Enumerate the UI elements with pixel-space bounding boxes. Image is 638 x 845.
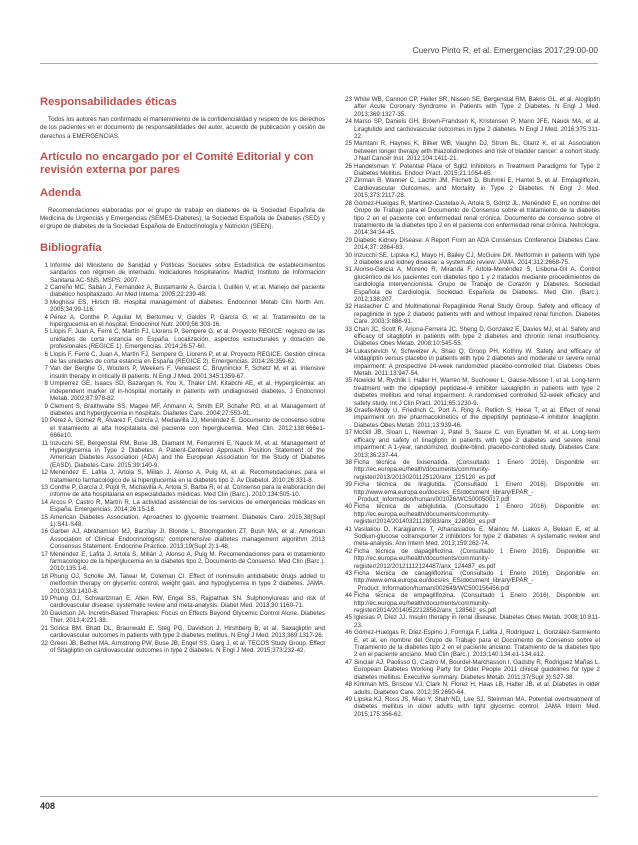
- reference-text: Informe del Ministerio de Sanidad y Políticas Sociales sobre Estadística de establecimientos sanitarios con régimen de internado. Indicadores hospitalarios. Madrid; Instituto de Información Sanitaria AC-SNS. MSPS; 2007.: [50, 261, 325, 284]
- reference-text: Zinman B, Wanner C, Lachin JM, Fitchett D, Bluhmki E, Hantel S, et al. Empagliflozin, Cardiovascular Outcomes, and Mortality in Type 2 Diabetes. N Engl J Med. 2015;373:2117-28.: [354, 177, 600, 200]
- reference-item: [342, 348, 600, 378]
- reference-text: Arcos P, Castro R, Martín R. La actividad asistencial de los servicios de emergencias médicas en España. Emergencias. 2014;26:15-18.: [50, 498, 325, 514]
- reference-number: 31: [345, 266, 352, 274]
- reference-text: Ficha técnica de lixisenatida. (Consultado 1 Enero 2016). Disponible en: http://ec.europa.eu/health/documents/community-register/2013/20130201125120/anx_125120_es.pdf: [354, 458, 600, 481]
- reference-item: [342, 681, 600, 696]
- reference-list-left: [40, 262, 325, 655]
- reference-text: Graefe-Mody U, Friedrich C, Port A, Ring A, Retlich S, Heise T, et al. Effect of renal impairment on the pharmacokinetics of the dipeptidyl peptidase-4 inhibitor linagliptin. Diabetes Obes Metab. 2011;13:939-46.: [354, 407, 600, 429]
- reference-number: 47: [345, 658, 352, 666]
- reference-number: 46: [345, 629, 352, 637]
- reference-text: Diabetic Kidney Disease: A Report From an ADA Consensus Conference Diabetes Care. 2014;37: 2864-83.: [354, 236, 600, 252]
- section-heading-ethics: Responsabilidades éticas: [40, 96, 177, 108]
- right-column: [342, 96, 600, 718]
- reference-number: 11: [41, 439, 48, 447]
- reference-number: 15: [41, 513, 48, 521]
- reference-text: Carreño MC, Sabán J, Fernandez A, Bustamante A, García I, Guillén V, et al. Manejo del paciente diabético hospitalizado. An Med Interna. 2005;22:239-48.: [50, 284, 325, 299]
- reference-number: 14: [41, 498, 48, 506]
- section-heading-commission: Artículo no encargado por el Comité Editorial y con revisión externa por pares: [40, 150, 314, 176]
- reference-number: 23: [345, 96, 352, 103]
- reference-item: [342, 614, 600, 629]
- reference-item: [40, 299, 325, 314]
- reference-text: American Diabetes Association. Aproaches to glycemic treatment. Diabetes Care. 2015;38(Supl 1):S41-S48.: [50, 513, 325, 528]
- reference-number: 3: [44, 298, 48, 306]
- reference-item: [40, 262, 325, 284]
- reference-item: [40, 640, 325, 655]
- reference-number: 6: [44, 350, 48, 358]
- reference-item: [342, 163, 600, 178]
- reference-text: Green JB, Bethel MA, Armstrong PW, Buse JB, Engel SS, Garg J, et al. TECOS Study Group. Effect of Sitagliptin on cardiovascular outcomes in type 2 diabetes. N Engl J Med. 2015;373:232-42.: [50, 639, 325, 654]
- reference-text: Marso SP, Daniels GH, Brown-Frandsen K, Kristensen P, Mann JFE, Nauck MA, et al. Liraglutide and cardiovascular outcomes in type 2 diabetes. N Engl J Med. 2016;375:311-22.: [354, 118, 600, 141]
- reference-text: Mamtani R, Haynes K, Bilker WB, Vaughn DJ, Strom BL, Glanz K, et al. Association between longer therapy with thiazolidinediones and risk of bladder cancer: a cohort study. J Natl Cancer Inst. 2012;104:1411-21.: [354, 140, 600, 163]
- reference-text: Van der Berghe G, Wouters P, Weekers F, Verwaest C, Bruyninckx F, Schetz M, et al. Intensive insulin therapy in critically ill patients. N Engl J Med. 2001;345:1359-67.: [50, 365, 325, 380]
- reference-item: [342, 252, 600, 267]
- reference-number: 4: [44, 313, 48, 321]
- reference-number: 24: [345, 118, 352, 126]
- reference-item: [40, 403, 325, 418]
- reference-item: [40, 440, 325, 470]
- reference-text: Menéndez E, Lafita J, Artola S, Millán J, Alonso A, Puig M, et al. Recomendaciones para el tratamiento farmacológico de la hiperglucemia en la diabetes tipo 2. Av Diabetol. 2010;26:331-8.: [50, 469, 325, 484]
- reference-text: Handelsman Y. Potential Place of Sglt2 Inhibitors in Treatment Paradigms for Type 2 Diabetes Mellitus. Endocr Pract. 2015;21:1054-65.: [354, 162, 600, 178]
- reference-text: Menéndez E, Lafita J, Artola S, Millán J, Alonso A, Puig M. Recomendaciones para el tratamiento farmacológico de la hiperglucemia en la diabetes tipo 2. Documento de Consenso. Med Clin (Barc.). 2010;135:1-6.: [50, 550, 325, 573]
- reference-number: 8: [44, 380, 48, 388]
- reference-text: White WB, Cannon CP, Heller SR, Nissen SE, Bergenstal RM, Bakris GL, et al. Alogliptin after Acute Coronary Syndrome in Patients with Type 2 Diabetes. N Engl J Med. 2013;369:1327-35.: [354, 96, 600, 118]
- reference-item: [342, 696, 600, 718]
- reference-text: Conthe P, García J, Pujol R, Michavilla A, Artola S, Barba R, et al. Consenso para la elaboración del informe de alta hospitalaria en especialidades médicas. Med Clin (Barc.). 2010;134:505-10.: [50, 483, 325, 499]
- reference-number: 2: [44, 284, 48, 291]
- reference-item: [342, 548, 600, 570]
- section-text-ethics: Todos los autores han confirmado el mantenimiento de la confidencialidad y respeto de los derechos de los pacientes en el documento de responsabilidades del autor, acuerdo de publicación y cesión de derechos a EMERGENCIAS.: [40, 116, 325, 140]
- reference-text: Davidson JA. Incretin-Based Therapies: Focus on Effects Beyond Glycemic Control Alone. Diabetes Ther. 2013;4:221-38.: [50, 609, 325, 625]
- reference-number: 28: [345, 199, 352, 207]
- reference-text: Lukashevich V, Schweizer A, Shao Q, Groop PH, Kothny W. Safety and efficacy of vildagliptin versus placebo in patients with type 2 diabetes and moderate or severe renal impairment: A prospective 24-week randomized placebo-controlled trial. Diabetes Obes Metab. 2011;13:947-54.: [354, 347, 600, 378]
- reference-text: Ficha técnica de liraglutida. (Consultado 1 Enero 2016). Disponible en: http://www.ema.europa.eu/docs/es_ES/document_library/EPAR_-_Product_Information/human/001026/WC500050017.pdf: [354, 481, 600, 503]
- header-rule: [40, 63, 598, 64]
- reference-text: Alonso-García A, Moreno R, Miranda F, Artola-Menéndez S, Lisbona-Gil A. Control glucémico de los pacientes con diabetes tipo 1 y 2 tratados mediante procedimientos de cardiología intervencionista. Grupo de Trabajo de Corazón y Diabetes. Sociedad Española de Cardiología. Sociedad Española de Diabetes. Med Clin. (Barc.). 2012;138:207.: [354, 266, 600, 303]
- reference-text: Pérez A, Gómez R, Álvarez F, García J, Mediavilla JJ, Menéndez E. Documento de consenso sobre el tratamiento al alta hospitalaria del paciente con hiperglucemia. Med Clin. 2012;138:666e1-666e10.: [50, 417, 325, 440]
- reference-number: 39: [345, 481, 352, 489]
- reference-number: 48: [345, 681, 352, 689]
- reference-item: [40, 625, 325, 640]
- reference-text: Clement S, Braithwaite SS, Magee MF, Ahmann A, Smith EP, Schafer RG, et al. Management of diabetes and hyperglycemia in hospitals. Diabetes Care. 2004;27:553-91.: [50, 402, 325, 417]
- reference-text: Vasilakou D, Karagiannis T, Athanasiadou E, Mainou M, Liakos A, Bekiari E, et al. Sodium-glucose cotransporter 2 inhibitors for type 2 diabetes: A systematic review and meta-analysis. Ann Intern Med. 2013;159:262-74.: [354, 525, 600, 548]
- section-text-addendum: Recomendaciones elaboradas por el grupo de trabajo en diabetes de la Sociedad Española de Medicina de Urgencias y Emergencias (SEMES-Diabetes), la Sociedad Española de Diabetes (SED) y el grupo de diabetes de la Sociedad Española de Endocrinología y Nutrición (SEEN).: [40, 206, 325, 231]
- running-head: Cuervo Pinto R, et al. Emergencias 2017;29:00-00: [412, 45, 598, 55]
- reference-text: Phung OJ, Scholle JM, Talwar M, Coleman CI. Effect of noninsulin antidiabetic drugs added to metformin therapy on glycemic control, weight gain, and hypoglycemia in type 2 diabetes. JAMA. 2010;303:1410-8.: [50, 572, 325, 595]
- reference-text: Kirkman MS, Briscoe VJ, Clark N, Florez H, Haas LB, Halter JB, et al. Diabetes in older adults. Diabetes Care. 2012;35:2650-64.: [354, 681, 600, 696]
- reference-text: Chan JC, Scott R, Arjona-Ferreira JC, Sheng D, Gonzalez E, Davies MJ, et al. Safety and efficacy of sitagliptin in patients with type 2 diabetes and chronic renal insufficiency. Diabetes Obes Metab. 2008;10:545-55.: [354, 325, 600, 348]
- reference-number: 40: [345, 503, 352, 511]
- reference-number: 13: [41, 483, 48, 491]
- reference-text: Gómez-Huelgas R, Díez-Espino J, Formiga F, Lafita J, Rodríguez L, González-Sarmiento E, et al, en nombre del Grupo de Trabajo para el Documento de Consenso sobre el Tratamiento de la diabetes tipo 2 en el paciente anciano. Tratamiento de la diabetes tipo 2 en el paciente anciano. Med Clin (Barc.). 2013;140:134.e1-134.e12.: [354, 629, 600, 659]
- reference-list-right: [342, 96, 600, 718]
- reference-item: [40, 469, 325, 484]
- reference-number: 35: [345, 377, 352, 385]
- reference-item: [342, 303, 600, 325]
- reference-item: [342, 503, 600, 525]
- reference-number: 10: [41, 417, 48, 425]
- reference-item: [342, 629, 600, 659]
- reference-number: 25: [345, 140, 352, 148]
- reference-text: Nowicki M, Rychlik I, Haller H, Warren M, Suchower L, Gause-Nilsson I, et al. Long-term treatment with the dipeptidyl peptidase-4 inhibitor saxagliptin in patients with type 2 diabetes mellitus and renal impairment: A randomised controlled 52-week efficacy and safety study. Int J Clin Pract. 2011;65:1230-9.: [354, 377, 600, 407]
- reference-item: [40, 499, 325, 514]
- reference-item: [342, 407, 600, 429]
- reference-text: Llopis F, Juan A, Ferré C, Martín FJ, Llorens P, Sempere G, et al. Proyecto REGICE: registro de las unidades de corta estancia en España. Localización, aspectos estructurales y dotación de profesionales (REGICE 1). Emergencias. 2014;26:57-60.: [50, 328, 325, 351]
- reference-number: 37: [345, 429, 352, 437]
- reference-number: 26: [345, 162, 352, 170]
- reference-number: 41: [345, 525, 352, 533]
- reference-text: McGill JB, Sloan L, Newman J, Patel S, Sauce C, von Eynatten M, et al. Long-term efficacy and safety of linagliptin in patients with type 2 diabetes and severe renal impairment: A 1-year, randomized, double-blind, placebo-controlled study. Diabetes Care. 2013;36:237-44.: [354, 429, 600, 459]
- reference-number: 18: [41, 572, 48, 580]
- reference-number: 49: [345, 695, 352, 703]
- reference-item: [342, 326, 600, 348]
- reference-number: 45: [345, 614, 352, 622]
- reference-item: [40, 417, 325, 439]
- reference-number: 1: [44, 261, 48, 269]
- reference-number: 27: [345, 177, 352, 185]
- reference-number: 17: [41, 550, 48, 558]
- reference-item: [40, 595, 325, 610]
- reference-number: 9: [44, 402, 48, 410]
- reference-number: 16: [41, 528, 48, 536]
- reference-text: Umpierrez GE, Isaacs SD, Bazargan N, You X, Thaler LM, Kitabchi AE, et al. Hyperglicemia: an independent marker of in-hospital mortality in patients with undiagnosed diabetes. J Endocrinol Metab. 2002;87:978-82.: [50, 380, 325, 403]
- reference-text: Lipska KJ, Ross JS, Miao Y, Shah ND, Lee SJ, Steinman MA. Potential overtreatment of diabetes mellitus in older adults with tight glycemic control. JAMA Intern Med. 2015;175:356-62.: [354, 695, 600, 718]
- reference-text: Ficha técnica de empagliflozina. (Consultado 1 Enero 2016). Disponible en: http://ec.europa.eu/health/documents/community-register/2014/20140522128562/anx_128562_es.pdf: [354, 592, 600, 615]
- reference-item: [40, 380, 325, 402]
- reference-text: Sinclair AJ, Paolisso G, Castro M, Bourdel-Marchasson I, Gadsby R, Rodriguez Mañas L. European Diabetes Working Party for Older People 2011 clinical guidelines for type 2 diabetes mellitus. Executive summary. Diabetes Metab. 2011;37(Supl 3):S27-38.: [354, 658, 600, 681]
- reference-item: [40, 351, 325, 366]
- reference-item: [342, 96, 600, 118]
- reference-number: 30: [345, 251, 352, 259]
- reference-text: Moghissi ES, Hirsch IB. Hospital management of diabetes. Endocrinol Metab Clin North Am. 2005;34:99-116.: [50, 298, 325, 314]
- reference-number: 32: [345, 303, 352, 311]
- reference-item: [40, 528, 325, 550]
- reference-text: Pérez A, Conthe P, Aguilar M, Bertomeu V, Galdós P, García G, et al. Tratamiento de la hiperglucemia en el hospital. Endocrinol Nutr. 2009;56:303-16.: [50, 313, 325, 329]
- reference-item: [342, 459, 600, 481]
- reference-item: [342, 377, 600, 407]
- bibliography-heading: Bibliografía: [40, 241, 102, 254]
- reference-number: 29: [345, 236, 352, 244]
- reference-text: Inzucchi SE, Lipska KJ, Mayo H, Bailey CJ, McGuire DK. Metformin in patients with type 2 diabetes and kidney disease: a systematic review. JAMA. 2014;312:2668-75.: [354, 251, 600, 266]
- page-number: 408: [40, 801, 56, 811]
- reference-item: [40, 484, 325, 499]
- reference-item: [40, 514, 325, 529]
- reference-item: [342, 526, 600, 548]
- reference-text: Haslacher C and Multinational Repaglinide Renal Study Group. Safety and efficacy of repaglinide in type 2 diabetic patients with and without impaired renal function. Diabetes Care. 2003;3:886-91.: [354, 303, 600, 326]
- reference-item: [342, 481, 600, 503]
- reference-number: 44: [345, 592, 352, 600]
- reference-item: [342, 659, 600, 681]
- reference-number: 19: [41, 595, 48, 603]
- reference-number: 12: [41, 469, 48, 477]
- reference-item: [40, 314, 325, 329]
- reference-text: Ficha técnica de canagliflozina. (Consultado 1 Enero 2016). Disponible en: http://www.ema.europa.eu/docs/es_ES/document_library/EPAR_-_Product_Information/human/002649/WC500156456.pdf: [354, 570, 600, 592]
- reference-item: [40, 365, 325, 380]
- reference-text: Garber AJ, Abrahamson MJ, Barzilay JI, Blonde L, Bloomgarden ZT, Bush MA, et al. American Association of Clinical Endocrinologists' comprehensive diabetes management algorithm 2013 Consensus Statement. Endocrine Practice. 2013;19(Supl 2):1-48.: [50, 528, 325, 551]
- reference-number: 34: [345, 347, 352, 355]
- reference-number: 36: [345, 407, 352, 415]
- reference-item: [40, 551, 325, 573]
- reference-item: [40, 284, 325, 299]
- reference-number: 7: [44, 365, 48, 373]
- reference-number: 33: [345, 325, 352, 333]
- reference-number: 42: [345, 547, 352, 555]
- reference-item: [40, 328, 325, 350]
- reference-text: Inzucchi SE, Bergenstal RM, Buse JB, Diamant M, Ferrannini E, Nauck M, et al. Management of Hyperglycemia in Type 2 Diabetes: A Patient-Centered Approach. Position Statement of the American Diabetes Association (ADA) and the European Association for the Study of Diabetes (EASD). Diabetes Care. 2015;39:140-9.: [50, 439, 325, 469]
- footer-rule: [40, 796, 598, 797]
- reference-number: 22: [41, 639, 48, 647]
- reference-item: [40, 573, 325, 595]
- reference-number: 5: [44, 328, 48, 336]
- reference-text: Ficha técnica de dapagliflozina. (Consultado 1 Enero 2016). Disponible en: http://ec.europa.eu/health/documents/community-register/2012/20121112124487/anx_124487_es.pdf: [354, 547, 600, 570]
- reference-text: Llopis F, Ferré C, Juan A, Martín FJ, Sempere G, Llorens P, et al. Proyecto REGICE. Gestión clínica de las unidades de corta estancia en España (REGICE 2). Emergencias. 2014;26:359-62.: [50, 350, 325, 366]
- reference-number: 38: [345, 458, 352, 466]
- reference-number: 43: [345, 570, 352, 577]
- reference-number: 20: [41, 609, 48, 617]
- reference-text: Ficha técnica de albiglutida. (Consultado 1 Enero 2016). Disponible en: http://ec.europa.eu/health/documents/community-register/2014/20140321128083/anx_128083_es.pdf: [354, 503, 600, 526]
- reference-text: Gómez-Huelgas R, Martínez-Castelao A, Artola S, Górriz JL, Menéndez E, en nombre del Grupo de Trabajo para el Documento de Consenso sobre el tratamiento de la diabetes tipo 2 en el paciente con enfermedad renal crónica. Documento de consenso sobre el tratamiento de la diabetes tipo 2 en el paciente con enfermedad renal crónica. Nefrología. 2014;34:34-45.: [354, 199, 600, 237]
- reference-item: [342, 570, 600, 592]
- reference-number: 21: [41, 624, 48, 632]
- reference-item: [342, 118, 600, 140]
- reference-text: Iglesias P, Díez JJ. Insulin therapy in renal disease. Diabetes Obes Metab. 2008;10:811-23.: [354, 614, 600, 629]
- reference-item: [342, 429, 600, 459]
- reference-item: [342, 177, 600, 199]
- reference-item: [342, 140, 600, 162]
- section-heading-addendum: Adenda: [40, 186, 82, 199]
- reference-item: [342, 237, 600, 252]
- reference-item: [342, 592, 600, 614]
- left-column: [40, 96, 325, 654]
- reference-text: Scirica BM, Bhatt DL, Braunwald E, Steg PG, Davidson J, Hirshberg B, et al. Saxagliptin and cardiovascular outcomes in patients with type 2 diabetes mellitus. N Engl J Med. 2013;369:1317-26.: [50, 624, 325, 640]
- reference-item: [40, 610, 325, 625]
- reference-item: [342, 266, 600, 303]
- reference-text: Phung OJ, Schwartzman E, Allen RW, Engel SS, Rajpathak SN. Sulphonylureas and risk of cardiovascular disease: systematic review and meta-analysis. Diabet Med. 2013;30:1160-71.: [50, 595, 325, 610]
- reference-item: [342, 200, 600, 237]
